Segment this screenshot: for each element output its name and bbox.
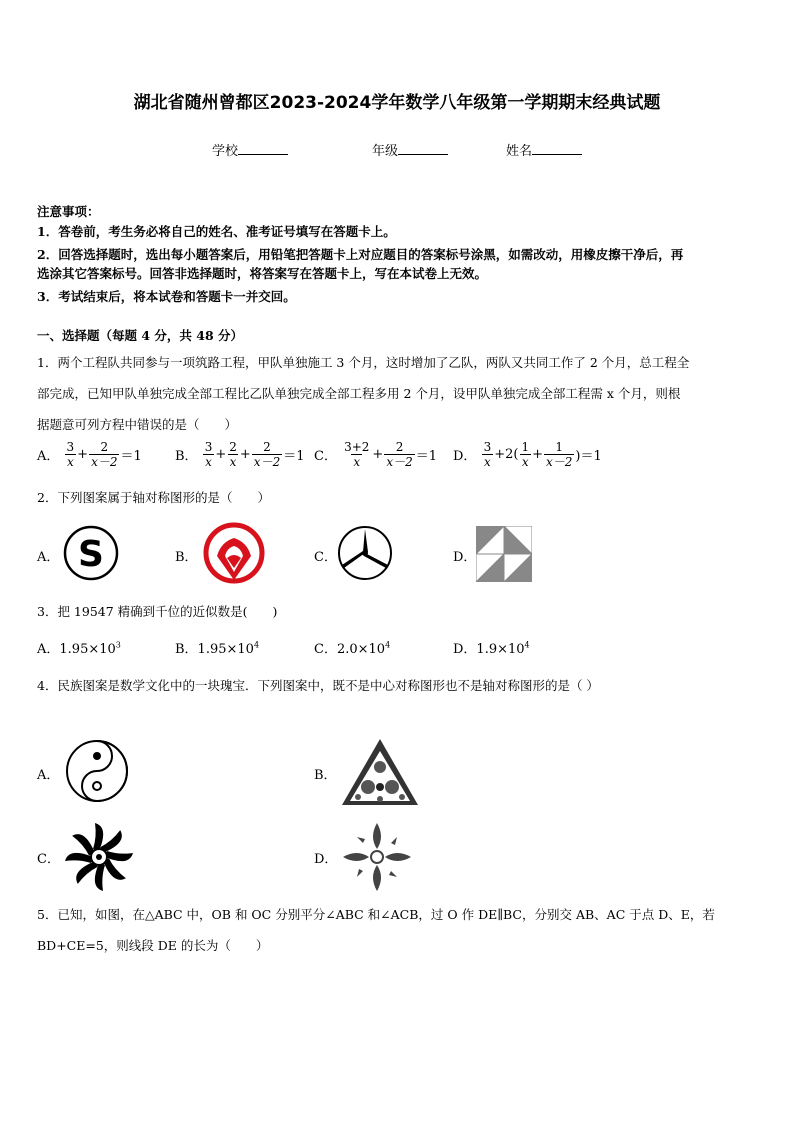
note-2a: 2．回答选择题时，选出每小题答案后，用铅笔把答题卡上对应题目的答案标号涂黑，如需改动，用橡皮擦干净后，再 [37, 247, 684, 262]
option-label: D． [453, 449, 477, 464]
s-circle-icon [62, 524, 120, 582]
q1-line2: 部完成，已知甲队单独完成全部工程比乙队单独完成全部工程多用 2 个月，设甲队单独完成全部工程需 x 个月，则根 [37, 386, 681, 401]
q4-text: 4．民族图案是数学文化中的一块瑰宝．下列图案中，既不是中心对称图形也不是轴对称图形的是（ ） [37, 678, 599, 693]
option-label: C． [314, 449, 337, 464]
note-3: 3．考试结束后，将本试卷和答题卡一并交回。 [37, 289, 296, 304]
yin-yang-icon [65, 739, 129, 803]
q2-option-c-label[interactable]: C． [314, 550, 337, 565]
note-2b: 选涂其它答案标号。回答非选择题时，将答案写在答题卡上，写在本试卷上无效。 [37, 266, 488, 281]
q5-line2: BD+CE=5，则线段 DE 的长为（ ） [37, 938, 269, 953]
q1-option-b[interactable]: B． $\frac{3}{x}$ + $\frac{2}{x}$ + $\frac{2}{x-2}$ ＝1 [175, 440, 305, 469]
q1-option-d[interactable]: D． $\frac{3}{x}$ +2( $\frac{1}{x}$ + $\frac{1}{x-2}$ )＝1 [453, 440, 602, 469]
fraction: $\frac{2}{x-2}$ [253, 440, 281, 469]
option-label: B． [175, 449, 198, 464]
red-emblem-icon [203, 522, 265, 584]
fraction: $\frac{2}{x-2}$ [91, 440, 118, 469]
fraction: $\frac{3+2}{x}$ [344, 440, 370, 469]
q4-option-b-label[interactable]: B． [314, 768, 337, 783]
q3-option-d[interactable]: D．$1.9\times 10^4$ [453, 640, 530, 657]
option-label: A． [37, 449, 60, 464]
q2-option-d-label[interactable]: D． [453, 550, 477, 565]
q1-line3: 据题意可列方程中错误的是（ ） [37, 417, 238, 432]
q1-line1: 1．两个工程队共同参与一项筑路工程，甲队单独施工 3 个月，这时增加了乙队，两队又共同工作了 2 个月，总工程全 [37, 355, 690, 370]
q3-option-a[interactable]: A．$1.95\times 10^3$ [37, 640, 121, 657]
q1-option-c[interactable]: C． $\frac{3+2}{x}$ + $\frac{2}{x-2}$ ＝1 [314, 440, 438, 469]
fraction: $\frac{1}{x-2}$ [546, 440, 573, 469]
triangle-pattern-icon [340, 737, 420, 807]
name-field [506, 140, 582, 159]
notes-heading: 注意事项： [37, 204, 100, 219]
cross-flower-icon [340, 820, 414, 894]
pinwheel-icon [476, 526, 532, 582]
q3-option-c[interactable]: C．$2.0\times 10^4$ [314, 640, 391, 657]
school-blank [238, 142, 288, 155]
three-point-star-icon [337, 525, 393, 581]
fraction: $\frac{2}{x}$ [229, 440, 237, 469]
q2-option-b-label[interactable]: B． [175, 550, 198, 565]
name-label: 姓名 [506, 144, 533, 159]
fraction: $\frac{3}{x}$ [66, 440, 75, 469]
school-field [212, 140, 288, 159]
q5-line1: 5．已知，如图，在△ABC 中，OB 和 OC 分别平分∠ABC 和∠ACB，过 O 作 DE∥BC，分别交 AB、AC 于点 D、E，若 [37, 907, 715, 922]
school-label: 学校 [212, 144, 239, 159]
fraction: $\frac{2}{x-2}$ [386, 440, 413, 469]
grade-field [372, 140, 448, 159]
grade-label: 年级 [372, 144, 399, 159]
q1-option-a[interactable]: A． $\frac{3}{x}$ + $\frac{2}{x-2}$ ＝1 [37, 440, 142, 469]
q2-option-a-label[interactable]: A． [37, 550, 60, 565]
fraction: $\frac{1}{x}$ [521, 440, 530, 469]
q4-option-d-label[interactable]: D． [314, 852, 338, 867]
s-letter: S [78, 534, 104, 575]
q4-option-a-label[interactable]: A． [37, 768, 60, 783]
page-title: 湖北省随州曾都区2023-2024学年数学八年级第一学期期末经典试题 [133, 93, 661, 113]
q4-option-c-label[interactable]: C． [37, 852, 60, 867]
fraction: $\frac{3}{x}$ [204, 440, 213, 469]
q3-text: 3．把 19547 精确到千位的近似数是( ) [37, 604, 278, 619]
name-blank [532, 142, 582, 155]
fraction: $\frac{3}{x}$ [483, 440, 492, 469]
swirl-flower-icon [62, 820, 136, 894]
section-1-heading: 一、选择题（每题 4 分，共 48 分） [37, 328, 244, 343]
grade-blank [398, 142, 448, 155]
q3-option-b[interactable]: B．$1.95\times 10^4$ [175, 640, 260, 657]
q2-text: 2．下列图案属于轴对称图形的是（ ） [37, 490, 270, 505]
note-1: 1．答卷前，考生务必将自己的姓名、准考证号填写在答题卡上。 [37, 224, 396, 239]
